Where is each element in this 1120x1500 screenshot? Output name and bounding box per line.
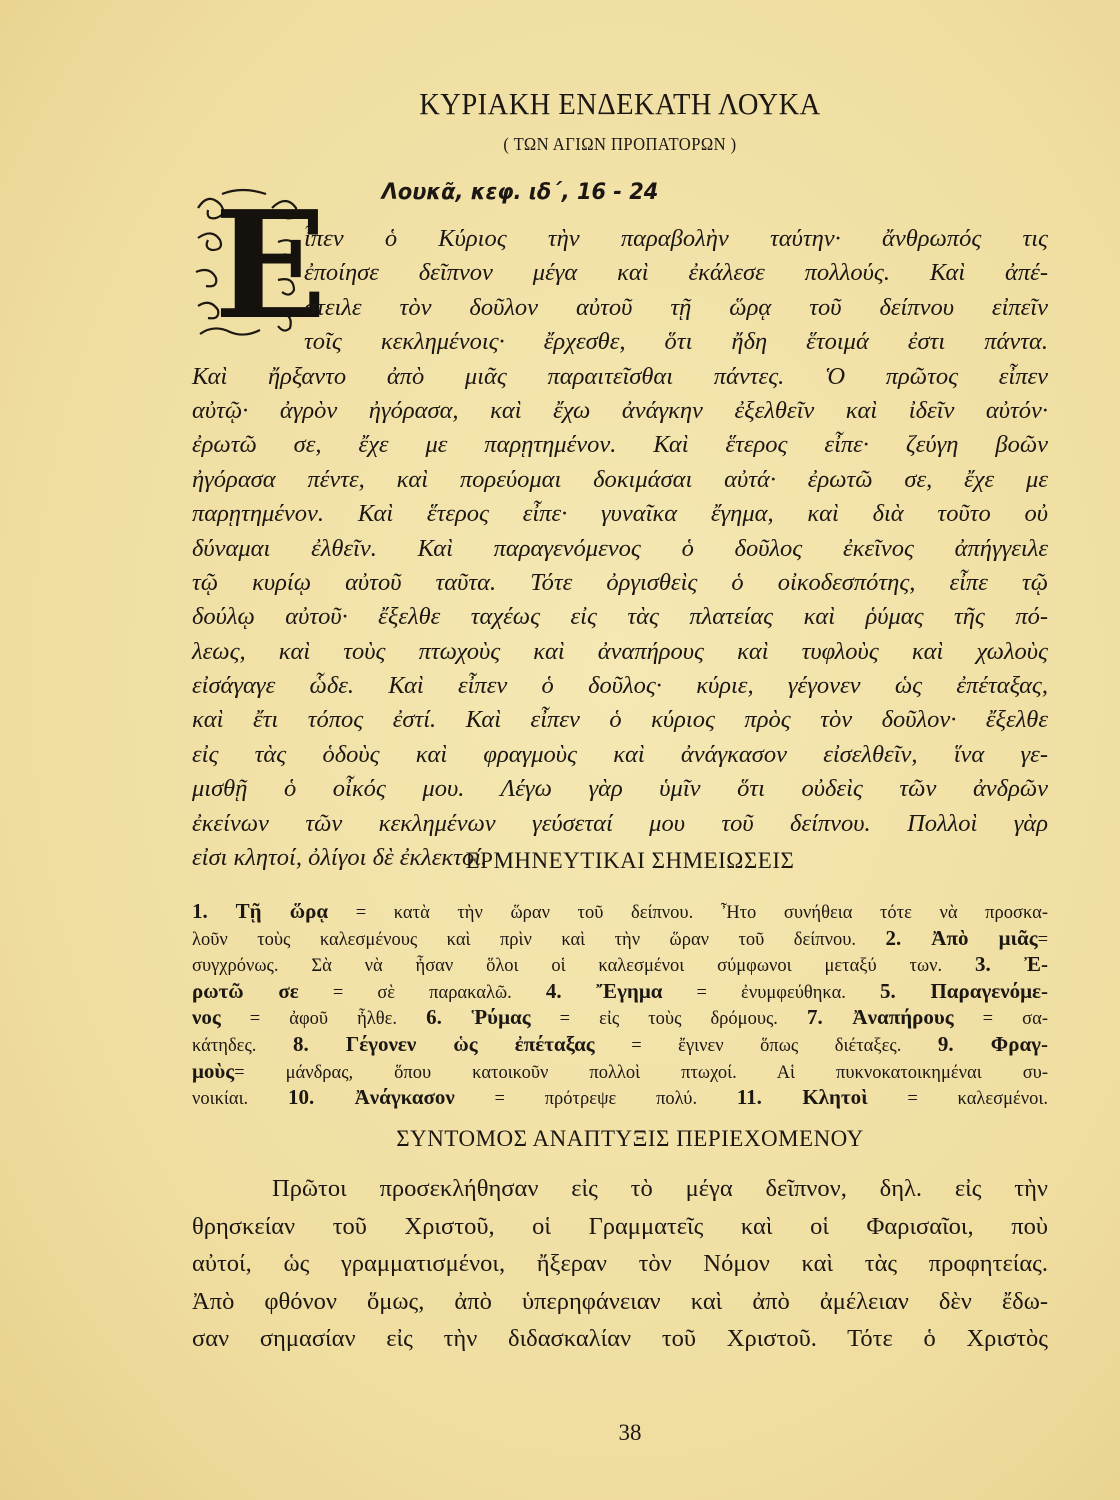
page-subtitle: ( ΤΩΝ ΑΓΙΩΝ ΠΡΟΠΑΤΟΡΩΝ ) — [503, 134, 737, 154]
note-text: = ἐνυμφεύθηκα. — [662, 982, 880, 1003]
summary-line: Ἀπὸ φθόνον ὅμως, ἀπὸ ὑπερηφάνειαν καὶ ἀπὸ ἀμέλειαν δὲν ἔδω- — [192, 1287, 1048, 1315]
note-text: λοῦν τοὺς καλεσμένους καὶ πρὶν καὶ τὴν ὥραν τοῦ δείπνου. — [192, 929, 886, 950]
note-line — [192, 1031, 1048, 1058]
gospel-line: εἰσι κλητοί, ὀλίγοι δὲ ἐκλεκτοί. — [192, 844, 488, 872]
note-text: κάτηδες. — [192, 1035, 293, 1056]
note-line — [192, 1004, 1048, 1031]
note-line — [192, 978, 1048, 1005]
gospel-line: τῷ κυρίῳ αὐτοῦ ταῦτα. Τότε ὀργισθεὶς ὁ οἰκοδεσπότης, εἶπε τῷ — [192, 568, 1048, 596]
gospel-line: καὶ ἔτι τόπος ἐστί. Καὶ εἶπεν ὁ κύριος πρὸς τὸν δοῦλον· ἔξελθε — [192, 706, 1048, 734]
note-line — [192, 898, 1048, 925]
note-line — [192, 1084, 1048, 1111]
note-text: = πρότρεψε πολύ. — [454, 1089, 737, 1110]
gospel-line: ἐποίησε δεῖπνον μέγα καὶ ἐκάλεσε πολλούς. Καὶ ἀπέ- — [304, 259, 1048, 287]
gospel-line: μισθῇ ὁ οἶκός μου. Λέγω γὰρ ὑμῖν ὅτι οὐδεὶς τῶν ἀνδρῶν — [192, 775, 1048, 803]
note-term: 9. Φραγ- — [937, 1031, 1048, 1056]
summary-line: σαν σημασίαν εἰς τὴν διδασκαλίαν τοῦ Χριστοῦ. Τότε ὁ Χριστὸς — [192, 1325, 1048, 1352]
note-text: = μάνδρας, ὅπου κατοικοῦν πολλοὶ πτωχοί. Αἱ πυκνοκατοικημέναι συ- — [234, 1062, 1048, 1083]
note-text: = καλεσμένοι. — [867, 1089, 1049, 1110]
note-text: = σα- — [953, 1009, 1048, 1030]
notes-heading: ΕΡΜΗΝΕΥΤΙΚΑΙ ΣΗΜΕΙΩΣΕΙΣ — [465, 848, 795, 873]
gospel-line: αὐτῷ· ἀγρὸν ἠγόρασα, καὶ ἔχω ἀνάγκην ἐξελθεῖν καὶ ἰδεῖν αὐτόν· — [192, 396, 1048, 424]
page-number: 38 — [618, 1420, 642, 1445]
note-term: 3. Ἐ- — [974, 952, 1048, 977]
note-text: = ἀφοῦ ἦλθε. — [220, 1009, 427, 1030]
note-term: 2. Ἀπὸ μιᾶς — [885, 925, 1038, 950]
summary-line: θρησκείαν τοῦ Χριστοῦ, οἱ Γραμματεῖς καὶ οἱ Φαρισαῖοι, ποὺ — [192, 1212, 1048, 1240]
gospel-line: ἐρωτῶ σε, ἔχε με παρῃτημένον. Καὶ ἕτερος εἶπε· ζεύγη βοῶν — [192, 431, 1048, 459]
gospel-line: δύναμαι ἐλθεῖν. Καὶ παραγενόμενος ὁ δοῦλος ἐκεῖνος ἀπήγγειλε — [192, 534, 1048, 562]
gospel-line: δούλῳ αὐτοῦ· ἔξελθε ταχέως εἰς τὰς πλατείας καὶ ῥύμας τῆς πό- — [192, 603, 1048, 631]
gospel-line: ἐκείνων τῶν κεκλημένων γεύσεταί μου τοῦ δείπνου. Πολλοὶ γὰρ — [192, 809, 1048, 837]
gospel-text — [192, 222, 1048, 875]
note-text: = εἰς τοὺς δρόμους. — [530, 1009, 807, 1030]
drop-cap-letter: Ε — [214, 178, 327, 352]
gospel-line: Καὶ ἤρξαντο ἀπὸ μιᾶς παραιτεῖσθαι πάντες. Ὁ πρῶτος εἶπεν — [192, 362, 1048, 390]
content-summary — [192, 1170, 1048, 1358]
note-line — [192, 925, 1048, 952]
page-title: ΚΥΡΙΑΚΗ ΕΝΔΕΚΑΤΗ ΛΟΥΚΑ — [419, 86, 821, 121]
gospel-line: εἰς τὰς ὁδοὺς καὶ φραγμοὺς καὶ ἀνάγκασον εἰσελθεῖν, ἵνα γε- — [192, 740, 1048, 768]
summary-line: αὐτοί, ὡς γραμματισμένοι, ἤξεραν τὸν Νόμον καὶ τὰς προφητείας. — [192, 1250, 1048, 1277]
note-line — [192, 951, 1048, 978]
note-text: = ἔγινεν ὅπως διέταξες. — [594, 1035, 938, 1056]
note-term: 11. Κλητοὶ — [736, 1085, 868, 1110]
gospel-line: ἠγόρασα πέντε, καὶ πορεύομαι δοκιμάσαι αὐτά· ἐρωτῶ σε, ἔχε με — [192, 465, 1048, 493]
note-term: 8. Γέγονεν ὡς ἐπέταξας — [292, 1031, 595, 1056]
note-term: μοὺς — [192, 1058, 235, 1083]
note-term: ρωτῶ σε — [192, 978, 299, 1003]
note-term: 5. Παραγενόμε- — [879, 978, 1049, 1003]
summary-line: Πρῶτοι προσεκλήθησαν εἰς τὸ μέγα δεῖπνον, δηλ. εἰς τὴν — [272, 1175, 1048, 1202]
note-term: 4. Ἔγημα — [545, 978, 663, 1003]
gospel-line: παρῃτημένον. Καὶ ἕτερος εἶπε· γυναῖκα ἔγημα, καὶ διὰ τοῦτο οὐ — [192, 500, 1048, 528]
note-text: = κατὰ τὴν ὥραν τοῦ δείπνου. Ἦτο συνήθεια τότε νὰ προσκα- — [328, 903, 1048, 923]
note-term: 1. Τῇ ὥρᾳ — [192, 899, 329, 923]
gospel-line: τοῖς κεκλημένοις· ἔρχεσθε, ὅτι ἤδη ἕτοιμά ἐστι πάντα. — [304, 328, 1048, 356]
interpretive-notes — [192, 898, 1048, 1111]
note-text: = σὲ παρακαλῶ. — [298, 982, 546, 1003]
note-text: = — [1037, 929, 1048, 950]
note-term: 10. Ἀνάγκασον — [287, 1085, 455, 1110]
gospel-line: ἶπεν ὁ Κύριος τὴν παραβολὴν ταύτην· ἄνθρωπός τις — [304, 225, 1048, 252]
gospel-line: στειλε τὸν δοῦλον αὐτοῦ τῇ ὥρᾳ τοῦ δείπνου εἰπεῖν — [304, 293, 1048, 321]
note-term: 7. Ἀναπήρους — [807, 1005, 954, 1030]
note-term: 6. Ῥύμας — [426, 1005, 531, 1030]
note-text: νοικίαι. — [192, 1089, 288, 1110]
note-term: νος — [192, 1005, 221, 1030]
summary-heading: ΣΥΝΤΟΜΟΣ ΑΝΑΠΤΥΞΙΣ ΠΕΡΙΕΧΟΜΕΝΟΥ — [396, 1126, 864, 1151]
gospel-line: λεως, καὶ τοὺς πτωχοὺς καὶ ἀναπήρους καὶ τυφλοὺς καὶ χωλοὺς — [192, 637, 1048, 665]
note-line — [192, 1058, 1048, 1085]
scripture-reference: Λουκᾶ, κεφ. ιδ´, 16 - 24 — [381, 180, 659, 205]
gospel-line: εἰσάγαγε ὧδε. Καὶ εἶπεν ὁ δοῦλος· κύριε, γέγονεν ὡς ἐπέταξας, — [192, 672, 1048, 700]
note-text: συγχρόνως. Σὰ νὰ ἦσαν ὅλοι οἱ καλεσμένοι σύμφωνοι μεταξύ των. — [192, 956, 975, 977]
